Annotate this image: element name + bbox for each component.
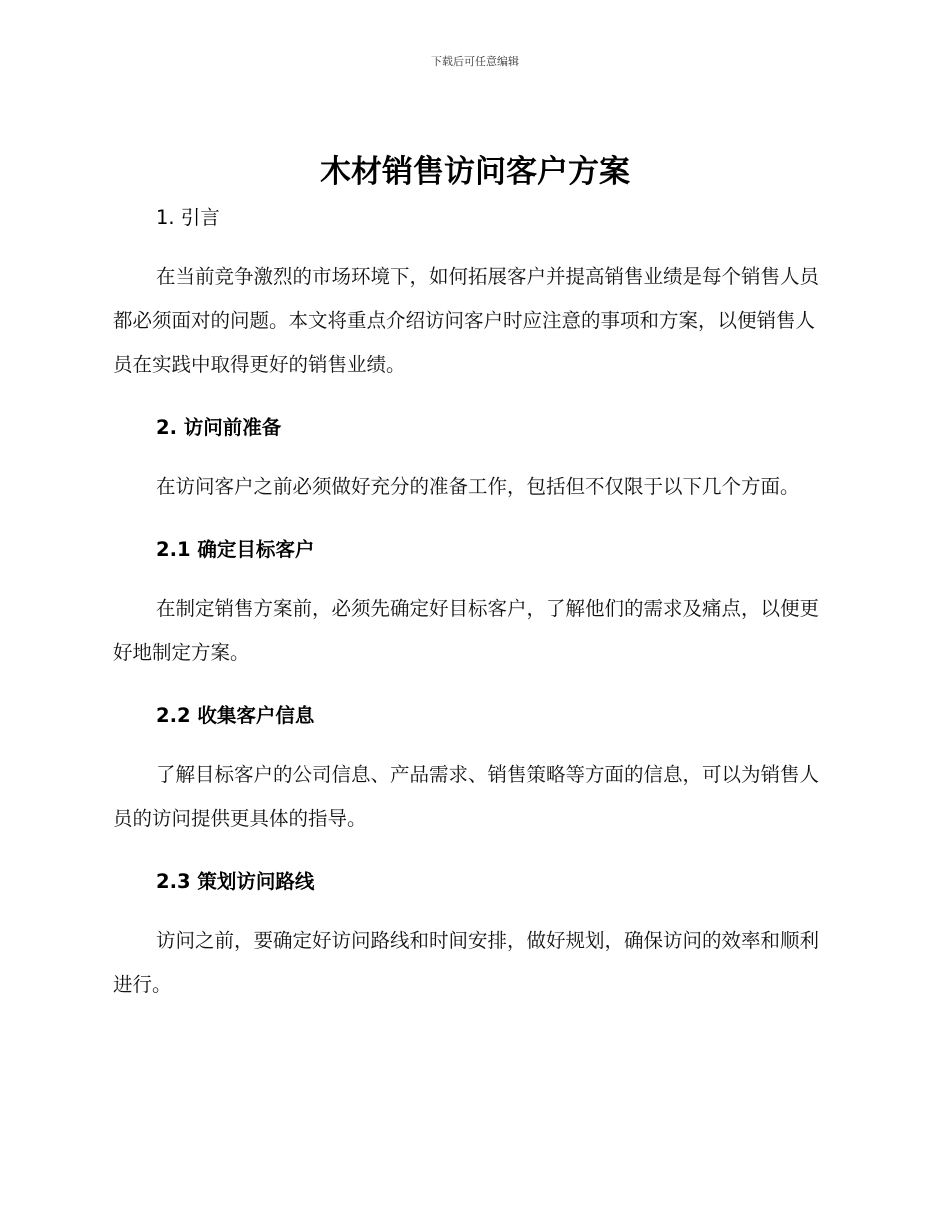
section-paragraph-visit-route: 访问之前，要确定好访问路线和时间安排，做好规划，确保访问的效率和顺利进行。 bbox=[113, 929, 820, 996]
document-body bbox=[113, 203, 833, 1007]
section-heading-visit-route: 2.3 策划访问路线 bbox=[156, 870, 315, 893]
document-title: 木材销售访问客户方案 bbox=[320, 154, 630, 190]
section-paragraph-preparation: 在访问客户之前必须做好充分的准备工作，包括但不仅限于以下几个方面。 bbox=[156, 475, 800, 498]
section-heading-customer-info: 2.2 收集客户信息 bbox=[156, 704, 315, 727]
section-paragraph-customer-info: 了解目标客户的公司信息、产品需求、销售策略等方面的信息，可以为销售人员的访问提供更具体的指导。 bbox=[113, 763, 820, 830]
section-heading-target-customers: 2.1 确定目标客户 bbox=[156, 538, 315, 561]
section-paragraph-target-customers: 在制定销售方案前，必须先确定好目标客户，了解他们的需求及痛点，以便更好地制定方案。 bbox=[113, 597, 820, 664]
page-header-note: 下载后可任意编辑 bbox=[431, 55, 519, 68]
section-heading-preparation: 2. 访问前准备 bbox=[156, 416, 282, 439]
section-paragraph-introduction: 在当前竞争激烈的市场环境下，如何拓展客户并提高销售业绩是每个销售人员都必须面对的问题。本文将重点介绍访问客户时应注意的事项和方案，以便销售人员在实践中取得更好的销售业绩。 bbox=[113, 265, 820, 376]
section-heading-introduction: 1. 引言 bbox=[156, 206, 220, 229]
